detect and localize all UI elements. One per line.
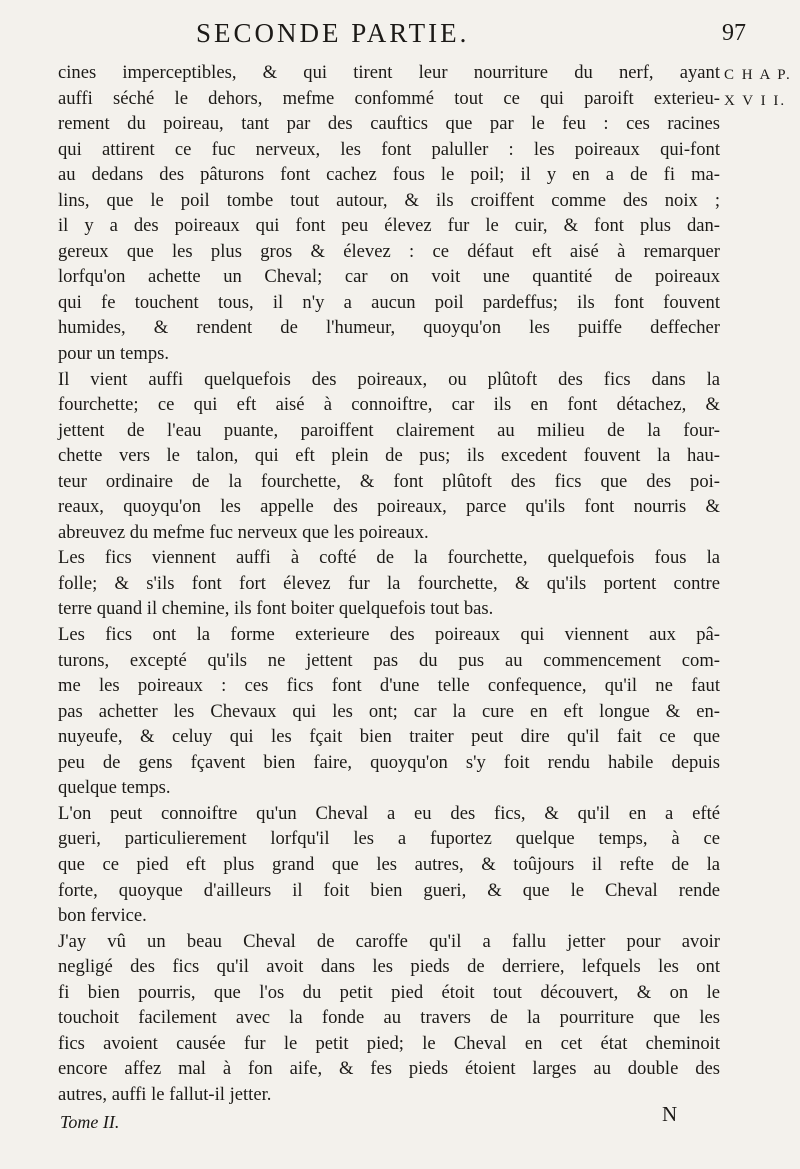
text-line: lins, que le poil tombe tout autour, & ils croiffent comme des noix ;: [58, 189, 720, 211]
text-line: humides, & rendent de l'humeur, quoyqu'on les puiffe deffecher: [58, 317, 720, 339]
text-line: peu de gens fçavent bien faire, quoyqu'on s'y foit rendu habile depuis: [58, 751, 720, 773]
text-line: chette vers le talon, qui eft plein de pus; ils excedent fouvent la hau-: [58, 445, 720, 467]
text-line: J'ay vû un beau Cheval de caroffe qu'il a fallu jetter pour avoir: [58, 930, 720, 952]
text-line: fourchette; ce qui eft aisé à connoiftre, car ils en font détachez, &: [58, 394, 720, 416]
text-line: me les poireaux : ces fics font d'une telle confequence, qu'il ne faut: [58, 675, 720, 697]
paragraph: [58, 929, 720, 1108]
page-header: [0, 14, 800, 54]
page-number: 97: [722, 20, 746, 46]
paragraph: [58, 545, 720, 622]
body-text: [58, 60, 720, 1107]
text-line: forte, quoyque d'ailleurs il foit bien gueri, & que le Cheval rende: [58, 879, 720, 901]
text-line: folle; & s'ils font fort élevez fur la fourchette, & qu'ils portent contre: [58, 572, 720, 594]
text-line: pour un temps.: [58, 343, 170, 365]
text-line: teur ordinaire de la fourchette, & font plûtoft des fics que des poi-: [58, 470, 720, 492]
text-line: turons, excepté qu'ils ne jettent pas du pus au commencement com-: [58, 649, 720, 671]
text-line: quelque temps.: [58, 777, 171, 799]
text-line: encore affez mal à fon aife, & fes pieds étoient larges au double des: [58, 1058, 720, 1080]
paragraph: [58, 367, 720, 546]
text-line: Les fics ont la forme exterieure des poireaux qui viennent aux pâ-: [58, 624, 720, 646]
text-line: terre quand il chemine, ils font boiter quelquefois tout bas.: [58, 598, 494, 620]
text-line: lorfqu'on achette un Cheval; car on voit une quantité de poireaux: [58, 266, 720, 288]
text-line: jettent de l'eau puante, paroiffent clairement au milieu de la four-: [58, 419, 720, 441]
chapter-margin-note: [724, 62, 800, 114]
volume-label: Tome II.: [60, 1112, 120, 1132]
text-line: gueri, particulierement lorfqu'il les a fuportez quelque temps, à ce: [58, 828, 720, 850]
text-line: cines imperceptibles, & qui tirent leur nourriture du nerf, ayant: [58, 62, 720, 83]
text-line: Il vient auffi quelquefois des poireaux, ou plûtoft des fics dans la: [58, 368, 720, 390]
text-line: abreuvez du mefme fuc nerveux que les poireaux.: [58, 521, 429, 543]
paragraph: [58, 801, 720, 929]
chapter-number: X V I I.: [724, 93, 787, 109]
text-line: L'on peut connoiftre qu'un Cheval a eu des fics, & qu'il en a efté: [58, 802, 720, 824]
running-head: SECONDE PARTIE.: [196, 18, 470, 48]
text-line: au dedans des pâturons font cachez fous le poil; il y en a de fi ma-: [58, 164, 720, 186]
text-line: negligé des fics qu'il avoit dans les pieds de derriere, lefquels les ont: [58, 956, 720, 978]
text-line: touchoit facilement avec la fonde au travers de la pourriture que les: [58, 1007, 720, 1029]
page-footer: [0, 1102, 800, 1148]
text-line: qui fe touchent tous, il n'y a aucun poil pardeffus; ils font fouvent: [58, 291, 720, 313]
text-line: pas achetter les Chevaux qui les ont; car la cure en eft longue & en-: [58, 700, 720, 722]
text-line: fi bien pourris, que l'os du petit pied étoit tout découvert, & on le: [58, 981, 720, 1003]
text-line: auffi séché le dehors, mefme confommé tout ce qui paroift exterieu-: [58, 87, 720, 109]
text-line: reaux, quoyqu'on les appelle des poireaux, parce qu'ils font nourris &: [58, 496, 720, 518]
paragraph: [58, 622, 720, 801]
text-line: qui attirent ce fuc nerveux, les font paluller : les poireaux qui-font: [58, 138, 720, 160]
text-line: gereux que les plus gros & élevez : ce défaut eft aisé à remarquer: [58, 240, 720, 262]
text-line: fics avoient causée fur le petit pied; le Cheval en cet état cheminoit: [58, 1032, 720, 1054]
paragraph: [58, 60, 720, 367]
text-line: que ce pied eft plus grand que les autres, & toûjours il refte de la: [58, 853, 720, 875]
text-line: nuyeufe, & celuy qui les fçait bien traiter peut dire qu'il fait ce que: [58, 726, 720, 748]
text-line: Les fics viennent auffi à cofté de la fourchette, quelquefois fous la: [58, 547, 720, 569]
chapter-label: C H A P.: [724, 67, 792, 83]
text-line: autres, auffi le fallut-il jetter.: [58, 1083, 272, 1105]
text-line: il y a des poireaux qui font peu élevez fur le cuir, & font plus dan-: [58, 215, 720, 237]
text-line: bon fervice.: [58, 905, 147, 927]
text-line: rement du poireau, tant par des cauftics que par le feu : ces racines: [58, 113, 720, 135]
signature-mark: N: [662, 1102, 678, 1126]
